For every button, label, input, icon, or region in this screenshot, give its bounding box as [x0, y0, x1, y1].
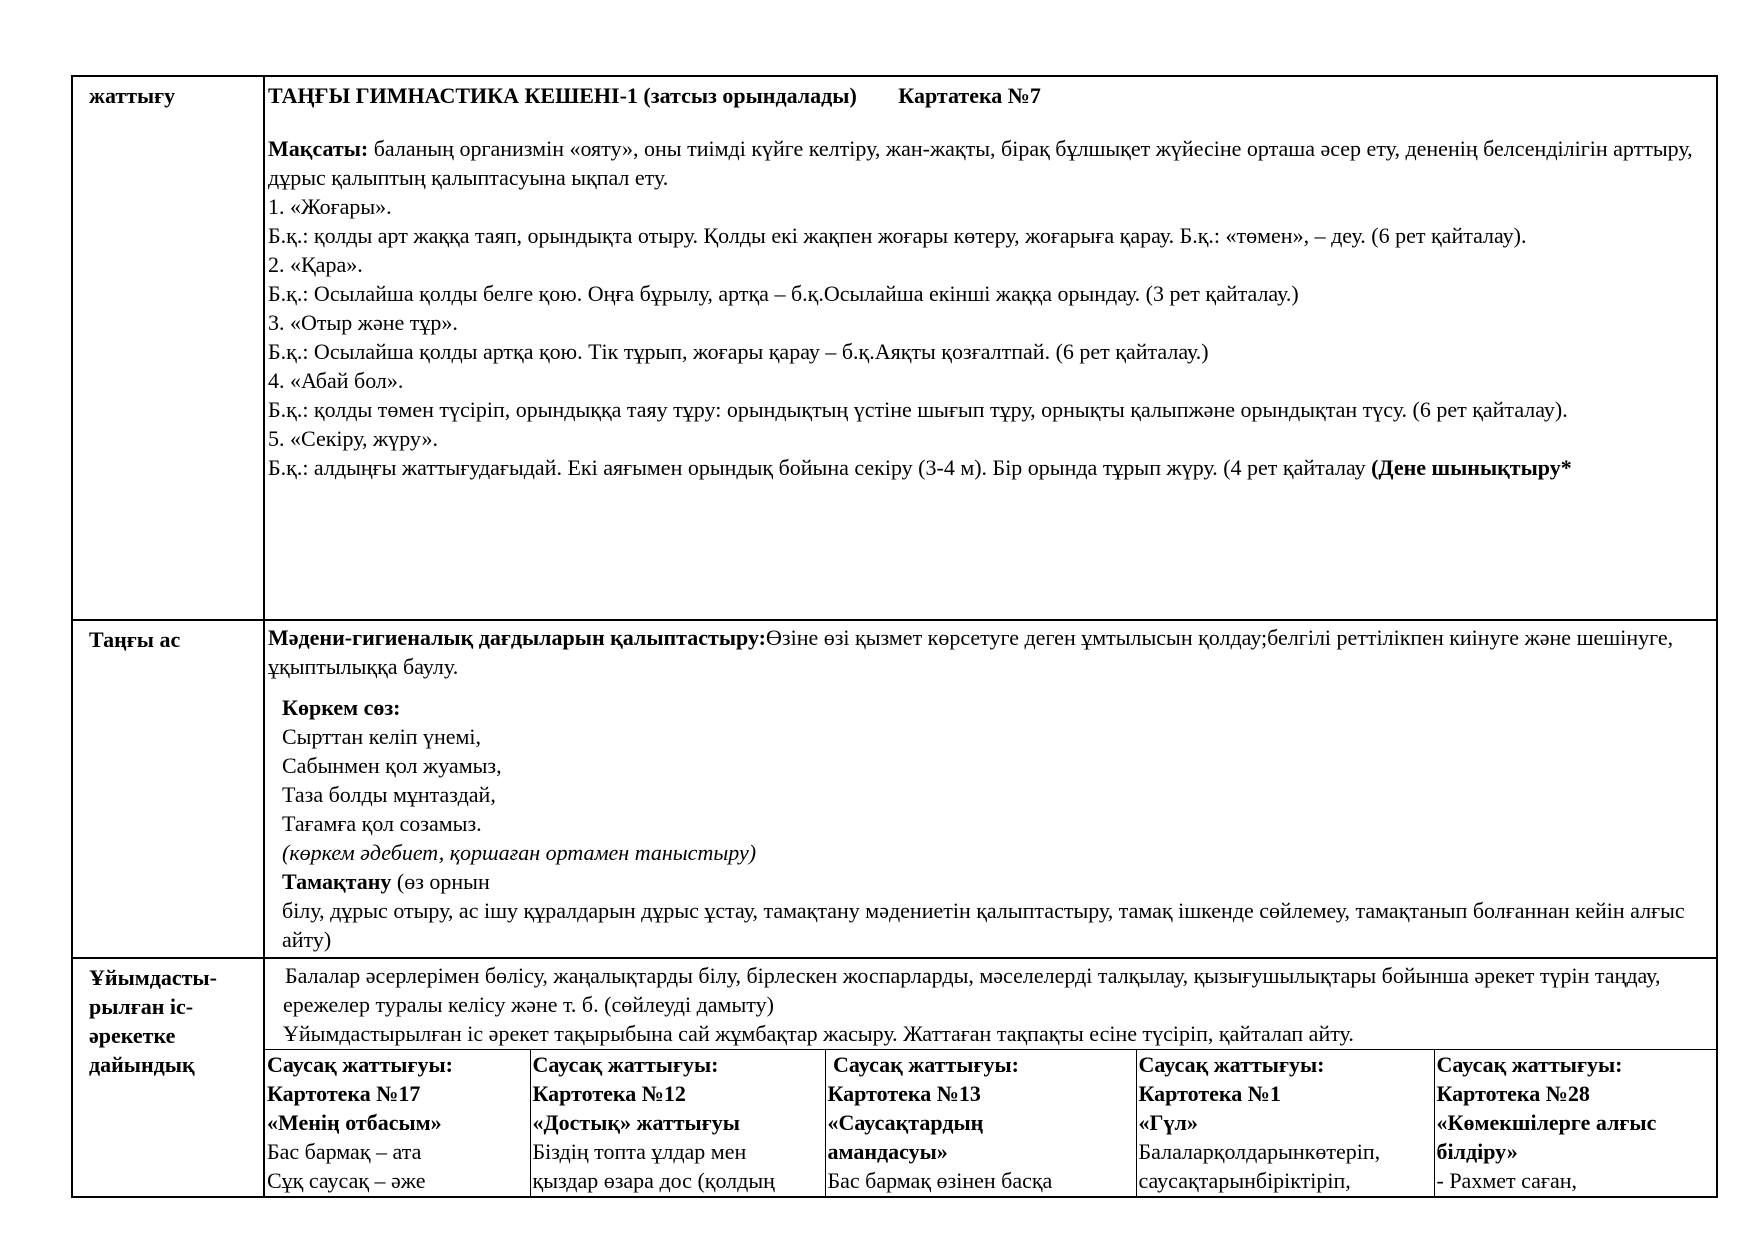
exercise-title: ТАҢҒЫ ГИМНАСТИКА КЕШЕНІ-1 (затсыз орындалады)	[268, 83, 857, 108]
goal-paragraph	[268, 134, 1712, 192]
poem-line: Сырттан келіп үнемі,	[282, 724, 482, 749]
cell-text: Бас бармақ – ата	[267, 1139, 422, 1164]
cell-title: білдіру»	[1436, 1139, 1518, 1164]
cell-card: Картотека №1	[1138, 1081, 1281, 1106]
exercise-item: Б.қ.: қолды арт жаққа таяп, орындықта отыру. Қолды екі жақпен жоғары көтеру, жоғарыға қарау. Б.қ.: «төмен», – деу. (6 рет қайталау).	[268, 223, 1527, 248]
exercise-item: Б.қ.: қолды төмен түсіріп, орындыққа таяу тұру: орындықтың үстіне шығып тұру, орнықты қалыпжәне орындықтан түсу. (6 рет қайталау).	[268, 397, 1568, 422]
hygiene-label: Мәдени-гигиеналық дағдыларын қалыптастыру:	[268, 625, 766, 650]
goal-text: баланың организмін «ояту», оны тиімді күйге келтіру, жан-жақты, бірақ бұлшықет жүйесіне орташа әсер ету, дененің белсенділігін арттыру, дұрыс қалыптың қалыптасуына ықпал ету.	[268, 136, 1693, 190]
row-label: жаттығу	[89, 83, 176, 108]
finger-exercise-cell	[530, 1050, 825, 1197]
cell-text: Біздің топта ұлдар мен	[532, 1139, 747, 1164]
cell-title: «Менің отбасым»	[267, 1110, 442, 1135]
hygiene-text: Өзіне өзі қызмет көрсетуге деген ұмтылысын қолдау;белгілі реттілікпен киінуге және шешінуге, ұқыптылыққа баулу.	[268, 625, 1674, 679]
cell-title: амандасуы»	[827, 1139, 948, 1164]
last-bold: (Дене шынықтыру*	[1371, 455, 1572, 480]
cell-title: «Гүл»	[1138, 1110, 1198, 1135]
cell-heading: Саусақ жаттығуы:	[827, 1052, 1019, 1077]
meal-text-continued: білу, дұрыс отыру, ас ішу құралдарын дұрыс ұстау, тамақтану мәдениетін қалыптастыру, тамақ ішкенде сөйлемеу, тамақтанып болғаннан кейін алғыс айту)	[282, 898, 1685, 952]
exercise-content	[265, 77, 1716, 482]
cell-heading: Саусақ жаттығуы:	[532, 1052, 719, 1077]
row-label-cell	[72, 620, 264, 958]
exercise-item: 3. «Отыр және тұр».	[268, 310, 458, 335]
table-row	[72, 958, 1717, 1197]
cell-heading: Саусақ жаттығуы:	[1138, 1052, 1325, 1077]
exercise-item: 1. «Жоғары».	[268, 194, 392, 219]
cell-card: Картотека №28	[1436, 1081, 1590, 1106]
row-content-cell	[264, 76, 1717, 620]
row-label-cell	[72, 958, 264, 1197]
row-content-cell	[264, 620, 1717, 958]
cell-title: «Көмекшілерге алғыс	[1436, 1110, 1657, 1135]
goal-label: Мақсаты:	[268, 136, 369, 161]
exercise-item: 2. «Қара».	[268, 252, 363, 277]
poem-block	[268, 693, 1712, 954]
prep-intro	[265, 959, 1716, 1049]
row-label: Ұйымдасты-рылған іс-әрекетке дайындық	[89, 965, 217, 1077]
exercise-item: Б.қ.: Осылайша қолды белге қою. Оңға бұрылу, артқа – б.қ.Осылайша екінші жаққа орындау. (3 рет қайталау.)	[268, 281, 1299, 306]
exercise-last-item	[268, 453, 1712, 482]
table-row	[72, 620, 1717, 958]
prep-text: Балалар әсерлерімен бөлісу, жаңалықтарды білу, бірлескен жоспарларды, мәселелерді талқылау, қызығушылықтары бойынша әрекет түрін таңдау, ережелер туралы келісу және т. б. (сөйлеуді дамыту)	[283, 963, 1661, 1017]
cell-card: Картотека №17	[267, 1081, 421, 1106]
cell-card: Картотека №13	[827, 1081, 981, 1106]
table-row	[72, 76, 1717, 620]
plan-table	[71, 75, 1718, 1198]
row-label: Таңғы ас	[89, 627, 181, 652]
cell-text: Балаларқолдарынкөтеріп,	[1138, 1139, 1381, 1164]
poem-title: Көркем сөз:	[282, 695, 401, 720]
poem-line: Сабынмен қол жуамыз,	[282, 753, 502, 778]
meal-line	[282, 867, 1712, 896]
cell-text: - Рахмет саған,	[1436, 1168, 1577, 1193]
cell-heading: Саусақ жаттығуы:	[267, 1052, 453, 1077]
card-number: Картатека №7	[898, 83, 1041, 108]
row-content-cell	[264, 958, 1717, 1197]
cell-text: саусақтарынбіріктіріп,	[1138, 1168, 1351, 1193]
cell-title: «Достық» жаттығуы	[532, 1110, 740, 1135]
finger-exercise-cell	[1434, 1050, 1716, 1197]
cell-card: Картотека №12	[532, 1081, 686, 1106]
cell-text: Сұқ саусақ – әже	[267, 1168, 426, 1193]
last-text: Б.қ.: алдыңғы жаттығудағыдай. Екі аяғымен орындық бойына секіру (3-4 м). Бір орында тұрып жүру. (4 рет қайталау	[268, 455, 1372, 480]
poem-line: Таза болды мұнтаздай,	[282, 782, 496, 807]
exercise-item: Б.қ.: Осылайша қолды артқа қою. Тік тұрып, жоғары қарау – б.қ.Аяқты қозғалтпай. (6 рет қайталау.)	[268, 339, 1209, 364]
meal-label: Тамақтану	[282, 869, 392, 894]
poem-line: Тағамға қол созамыз.	[282, 811, 482, 836]
cell-text: Бас бармақ өзінен басқа	[827, 1168, 1053, 1193]
meal-text: (өз орнын	[391, 869, 490, 894]
finger-exercise-cell	[265, 1050, 530, 1197]
row-label-cell	[72, 76, 264, 620]
cell-heading: Саусақ жаттығуы:	[1436, 1052, 1623, 1077]
finger-exercise-cell	[825, 1050, 1136, 1197]
exercise-item: 5. «Секіру, жүру».	[268, 426, 438, 451]
document-page	[71, 75, 1718, 1198]
poem-note: (көркем әдебиет, қоршаған ортамен таныстыру)	[282, 840, 757, 865]
finger-exercise-cell	[1136, 1050, 1434, 1197]
cell-title: «Саусақтардың	[827, 1110, 984, 1135]
prep-text: Ұйымдастырылған іс әрекет тақырыбына сай жұмбақтар жасыру. Жаттаған тақпақты есіне түсіріп, қайталап айту.	[283, 1021, 1354, 1046]
finger-exercises-row	[265, 1050, 1716, 1197]
hygiene-paragraph	[268, 623, 1712, 681]
cell-text: қыздар өзара дос (қолдың	[532, 1168, 775, 1193]
finger-exercises-table	[265, 1049, 1716, 1196]
exercise-item: 4. «Абай бол».	[268, 368, 404, 393]
breakfast-content	[265, 621, 1716, 954]
